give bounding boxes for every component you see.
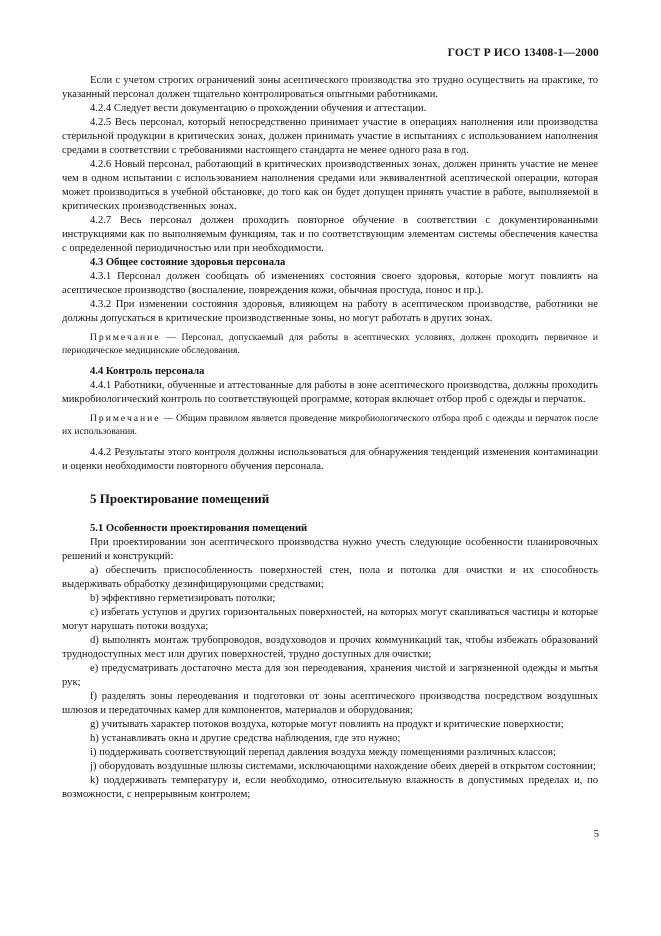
list-item: j) оборудовать воздушные шлюзы системами, исключающими нахождение обеих дверей в открытом состоянии;	[90, 761, 596, 772]
section-heading-5: 5 Проектирование помещений	[90, 491, 270, 506]
note-text: — Персонал, допускаемый для работы в асептических условиях, должен проходить первичное и периодическое медицинские обследования.	[62, 332, 598, 356]
note	[62, 413, 598, 438]
list-item: i) поддерживать соответствующий перепад давления воздуха между помещениями различных классов;	[90, 747, 556, 758]
note	[62, 332, 598, 357]
list-item: g) учитывать характер потоков воздуха, которые могут повлиять на продукт и критические поверхности;	[90, 719, 564, 730]
paragraph: 4.2.6 Новый персонал, работающий в критических производственных зонах, должен принять участие не менее чем в одном испытании с использованием наполнения средами или эквивалентной асептической операции, которая может производиться в учебной обстановке, до того как он будет допущен принять участие в работе, выполняемой в критических производственных зонах.	[62, 159, 598, 212]
list-item: c) избегать уступов и других горизонтальных поверхностей, на которых могут скапливаться частицы и которые могут нарушать потоки воздуха;	[62, 607, 598, 632]
paragraph: Если с учетом строгих ограничений зоны асептического производства это трудно осуществить на практике, то указанный персонал должен тщательно контролироваться опытными работниками.	[62, 75, 598, 100]
page-body	[62, 74, 598, 802]
list-item: k) поддерживать температуру и, если необходимо, относительную влажность в допустимых пределах и, по возможности, с непрерывным контролем;	[62, 775, 598, 800]
paragraph: 4.2.4 Следует вести документацию о прохождении обучения и аттестации.	[90, 103, 427, 114]
paragraph: 4.4.1 Работники, обученные и аттестованные для работы в зоне асептического производства, должны проходить микробиологический контроль по соответствующей программе, которая включает отбор проб с одежды и перчаток.	[62, 380, 598, 405]
note-label: Примечание	[90, 332, 161, 343]
paragraph: 4.3.2 При изменении состояния здоровья, влияющем на работу в асептическом производстве, работники не должны допускаться в критические производственные зоны, но могут работать в других зонах.	[62, 299, 598, 324]
paragraph: 4.4.2 Результаты этого контроля должны использоваться для обнаружения тенденций изменения контаминации и оценки необходимости повторного обучения персонала.	[62, 447, 598, 472]
list-item: a) обеспечить приспособленность поверхностей стен, пола и потолка для очистки и их способность выдерживать обработку дезинфицирующими средствами;	[62, 565, 598, 590]
paragraph: 4.2.7 Весь персонал должен проходить повторное обучение в соответствии с документированными инструкциями как по выполняемым функциям, так и по соответствующим элементам системы обеспечения качества с определенной периодичностью или при необходимости.	[62, 215, 598, 254]
paragraph: 4.2.5 Весь персонал, который непосредственно принимает участие в операциях наполнения или производства стерильной продукции в критических зонах, должен принимать участие в испытаниях с использованием наполнения средами в соответствии с требованиями настоящего стандарта не менее одного раза в год.	[62, 117, 598, 156]
paragraph: При проектировании зон асептического производства нужно учесть следующие особенности планировочных решений и конструкций:	[62, 537, 598, 562]
subsection-heading-4-4: 4.4 Контроль персонала	[90, 366, 205, 377]
list-item: f) разделять зоны переодевания и подготовки от зоны асептического производства посредством воздушных шлюзов и передаточных камер для компонентов, материалов и оборудования;	[62, 691, 598, 716]
document-header: ГОСТ Р ИСО 13408-1—2000	[447, 47, 599, 59]
list-item: b) эффективно герметизировать потолки;	[90, 593, 276, 604]
page-number: 5	[593, 829, 599, 840]
list-item: d) выполнять монтаж трубопроводов, воздуховодов и прочих коммуникаций так, чтобы избежать образований труднодоступных мест или других поверхностей, трудно доступных для очистки;	[62, 635, 598, 660]
list-item: e) предусматривать достаточно места для зон переодевания, хранения чистой и загрязненной одежды и мытья рук;	[62, 663, 598, 688]
note-text: — Общим правилом является проведение микробиологического отбора проб с одежды и перчаток после их использования.	[62, 413, 598, 437]
list-item: h) устанавливать окна и другие средства наблюдения, где это нужно;	[90, 733, 401, 744]
note-label: Примечание	[90, 413, 161, 424]
subsection-heading-5-1: 5.1 Особенности проектирования помещений	[90, 523, 308, 534]
subsection-heading-4-3: 4.3 Общее состояние здоровья персонала	[90, 257, 286, 268]
paragraph: 4.3.1 Персонал должен сообщать об изменениях состояния своего здоровья, которые могут повлиять на асептическое производство (воспаление, повреждения кожи, обычная простуда, понос и пр.).	[62, 271, 598, 296]
